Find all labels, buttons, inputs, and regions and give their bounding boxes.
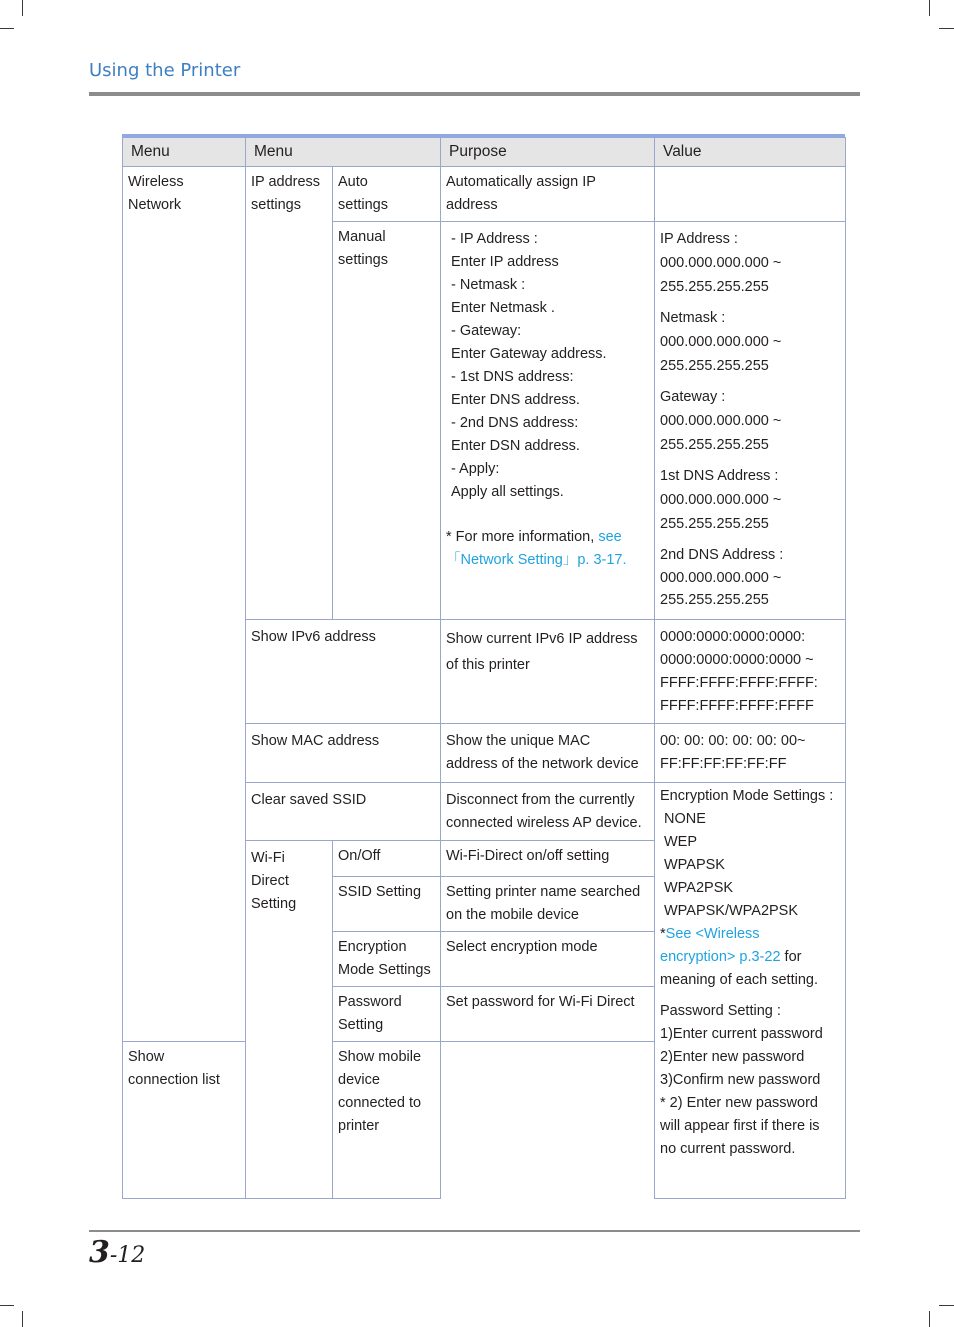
purpose-line: Apply all settings. <box>451 484 564 500</box>
purpose-line: - 1st DNS address: <box>451 369 574 385</box>
value-label: Netmask : <box>660 310 726 326</box>
page-chapter: 3 <box>89 1235 110 1270</box>
group-wireless-network: Wireless Network <box>123 167 246 1042</box>
header-menu-2: Menu <box>246 138 441 167</box>
enc-note-rest: for meaning of each setting. <box>660 949 818 988</box>
value-label: IP Address : <box>660 231 738 247</box>
wifi-direct-setting-label: Wi-Fi Direct Setting <box>246 841 333 1199</box>
wifi-direct-purpose: Setting printer name searched on the mobile device <box>441 877 655 932</box>
wifi-direct-purpose: Select encryption mode <box>441 932 655 987</box>
ip-address-value <box>660 228 841 299</box>
table-header-row <box>123 138 846 167</box>
wifi-direct-subitem: Show connection list <box>123 1042 246 1199</box>
wifi-direct-value <box>655 783 846 1199</box>
purpose-line: Enter DSN address. <box>451 438 580 454</box>
page-sub: -12 <box>109 1243 146 1268</box>
page-number <box>89 1235 145 1270</box>
enc-note-star: * <box>660 926 666 942</box>
gateway-value <box>660 386 841 457</box>
footer-rule <box>89 1230 860 1232</box>
value-range: 000.000.000.000 ~ 255.255.255.255 <box>660 334 782 374</box>
header-menu-1: Menu <box>123 138 246 167</box>
mac-purpose: Show the unique MAC address of the network device <box>441 724 655 783</box>
crop-mark <box>939 28 954 29</box>
settings-table-wrapper <box>122 134 845 1199</box>
purpose-line: - Netmask : <box>451 277 526 293</box>
value-range: 000.000.000.000 ~ 255.255.255.255 <box>660 413 782 453</box>
value-label: Gateway : <box>660 389 726 405</box>
password-setting-value: Password Setting : 1)Enter current password 2)Enter new password 3)Confirm new password * 2) Enter new password will appear first if there is no current password. <box>660 1003 823 1157</box>
purpose-line: Enter IP address <box>451 254 559 270</box>
enc-mode: WEP <box>664 834 698 850</box>
netmask-value <box>660 307 841 378</box>
crop-mark <box>929 1311 930 1327</box>
see-link[interactable]: see <box>598 529 622 545</box>
purpose-line: Enter Gateway address. <box>451 346 607 362</box>
auto-settings-label: Auto settings <box>333 167 441 222</box>
crop-mark <box>939 1305 954 1306</box>
ip-address-settings: IP address settings <box>246 167 333 620</box>
dns2-value <box>660 544 841 611</box>
enc-note <box>660 923 841 992</box>
ipv6-label: Show IPv6 address <box>246 620 441 724</box>
value-range: 000.000.000.000 ~ 255.255.255.255 <box>660 492 782 532</box>
settings-table <box>122 137 846 1199</box>
wifi-direct-subitem: Password Setting <box>333 987 441 1042</box>
network-setting-link[interactable]: 「Network Setting」p. 3-17. <box>446 552 627 568</box>
network-setting-note <box>446 526 650 572</box>
clear-ssid-purpose: Disconnect from the currently connected wireless AP device. <box>441 783 655 841</box>
header-rule <box>89 92 860 96</box>
enc-mode: WPAPSK/WPA2PSK <box>664 903 799 919</box>
value-range: 000.000.000.000 ~ 255.255.255.255 <box>660 255 782 295</box>
header-purpose: Purpose <box>441 138 655 167</box>
mac-label: Show MAC address <box>246 724 441 783</box>
purpose-line: - 2nd DNS address: <box>451 415 579 431</box>
auto-settings-purpose: Automatically assign IP address <box>441 167 655 222</box>
wifi-direct-purpose: Show mobile device connected to printer <box>333 1042 441 1199</box>
value-label: 1st DNS Address : <box>660 468 779 484</box>
purpose-line: - Apply: <box>451 461 500 477</box>
manual-settings-value <box>655 222 846 620</box>
purpose-line: Enter DNS address. <box>451 392 580 408</box>
enc-mode: NONE <box>664 811 706 827</box>
table-row <box>123 167 846 222</box>
wireless-encryption-link[interactable]: See <Wireless encryption> p.3-22 <box>660 926 781 965</box>
manual-settings-label: Manual settings <box>333 222 441 620</box>
dns1-value <box>660 465 841 536</box>
enc-mode: WPA2PSK <box>664 880 734 896</box>
crop-mark <box>929 0 930 16</box>
crop-mark <box>22 1311 23 1327</box>
mac-value: 00: 00: 00: 00: 00: 00~ FF:FF:FF:FF:FF:FF <box>655 724 846 783</box>
auto-settings-value <box>655 167 846 222</box>
wifi-direct-subitem: Encryption Mode Settings <box>333 932 441 987</box>
manual-purpose-lines <box>446 228 650 504</box>
page-header-title: Using the Printer <box>89 60 241 81</box>
note-prefix: * For more information, <box>446 529 599 545</box>
ipv6-value: 0000:0000:0000:0000: 0000:0000:0000:0000 ~ FFFF:FFFF:FFFF:FFFF: FFFF:FFFF:FFFF:FFFF <box>655 620 846 724</box>
value-label: 2nd DNS Address : <box>660 547 784 563</box>
purpose-line: - IP Address : <box>451 231 538 247</box>
wifi-direct-purpose: Wi-Fi-Direct on/off setting <box>441 841 655 877</box>
crop-mark <box>22 0 23 16</box>
manual-settings-purpose <box>441 222 655 620</box>
crop-mark <box>0 28 14 29</box>
header-value: Value <box>655 138 846 167</box>
enc-mode: WPAPSK <box>664 857 725 873</box>
wifi-direct-subitem: SSID Setting <box>333 877 441 932</box>
clear-ssid-label: Clear saved SSID <box>246 783 441 841</box>
purpose-line: - Gateway: <box>451 323 522 339</box>
ipv6-purpose: Show current IPv6 IP address of this printer <box>441 620 655 724</box>
crop-mark <box>0 1305 14 1306</box>
purpose-line: Enter Netmask . <box>451 300 555 316</box>
wifi-direct-purpose: Set password for Wi-Fi Direct <box>441 987 655 1042</box>
wifi-direct-subitem: On/Off <box>333 841 441 877</box>
enc-title: Encryption Mode Settings : <box>660 788 834 804</box>
value-range: 000.000.000.000 ~ 255.255.255.255 <box>660 570 782 608</box>
